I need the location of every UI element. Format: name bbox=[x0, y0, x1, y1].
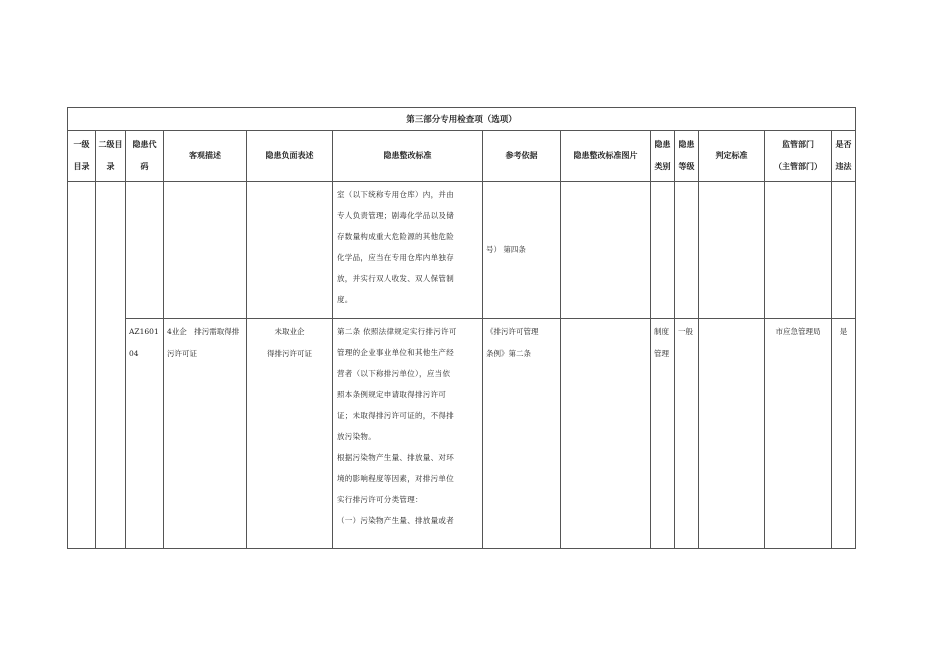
table-row bbox=[68, 182, 856, 319]
dept-cell bbox=[765, 182, 832, 319]
grade-cell: 一般 bbox=[675, 319, 699, 549]
judgement-cell bbox=[699, 319, 765, 549]
level2-cell bbox=[96, 182, 126, 549]
category-cell: 制度 管理 bbox=[651, 319, 675, 549]
illegal-cell bbox=[832, 182, 856, 319]
header-level1: 一级 目录 bbox=[68, 131, 96, 182]
header-basis: 参考依据 bbox=[483, 131, 561, 182]
basis-cell: 号） 第四条 bbox=[483, 182, 561, 319]
basis-cell: 《排污许可管理 条例》第二条 bbox=[483, 319, 561, 549]
illegal-cell: 是 bbox=[832, 319, 856, 549]
inspection-table bbox=[67, 107, 856, 549]
objective-cell: 4业企 排污需取得排污许可证 bbox=[164, 319, 247, 549]
negative-cell bbox=[247, 182, 333, 319]
grade-cell bbox=[675, 182, 699, 319]
header-category: 隐患 类别 bbox=[651, 131, 675, 182]
header-code: 隐患代 码 bbox=[126, 131, 164, 182]
standard-cell: 室（以下统称专用仓库）内，并由 专人负责管理；剧毒化学品以及储 存数量构成重大危险源的其他危险 化学品，应当在专用仓库内单独存 放，并实行双人收发、双人保管制 度。 bbox=[333, 182, 483, 319]
judgement-cell bbox=[699, 182, 765, 319]
table-title: 第三部分专用检查项（选项） bbox=[68, 108, 856, 131]
header-grade: 隐患 等级 bbox=[675, 131, 699, 182]
header-row bbox=[68, 131, 856, 182]
header-level2: 二级目 录 bbox=[96, 131, 126, 182]
header-judgement: 判定标准 bbox=[699, 131, 765, 182]
dept-cell: 市应急管理局 bbox=[765, 319, 832, 549]
objective-cell bbox=[164, 182, 247, 319]
header-image: 隐患整改标准图片 bbox=[561, 131, 651, 182]
image-cell bbox=[561, 182, 651, 319]
code-cell: AZ160104 bbox=[126, 319, 164, 549]
header-negative: 隐患负面表述 bbox=[247, 131, 333, 182]
header-dept: 监管部门 （主管部门） bbox=[765, 131, 832, 182]
header-objective: 客观描述 bbox=[164, 131, 247, 182]
table-row bbox=[68, 319, 856, 549]
image-cell bbox=[561, 319, 651, 549]
header-standard: 隐患整改标准 bbox=[333, 131, 483, 182]
header-illegal: 是否 违法 bbox=[832, 131, 856, 182]
negative-cell: 未取业企 得排污许可证 bbox=[247, 319, 333, 549]
code-cell bbox=[126, 182, 164, 319]
standard-cell: 第二条 依照法律规定实行排污许可 管理的企业事业单位和其他生产经 营者（以下称排污单位），应当依 照本条例规定申请取得排污许可 证；未取得排污许可证的，不得排 放污染物。 根据污染物产生量、排放量、对环 境的影响程度等因素，对排污单位 实行排污许可分类管理： （一）污染物产生量、排放量或者 bbox=[333, 319, 483, 549]
level1-cell bbox=[68, 182, 96, 549]
category-cell bbox=[651, 182, 675, 319]
